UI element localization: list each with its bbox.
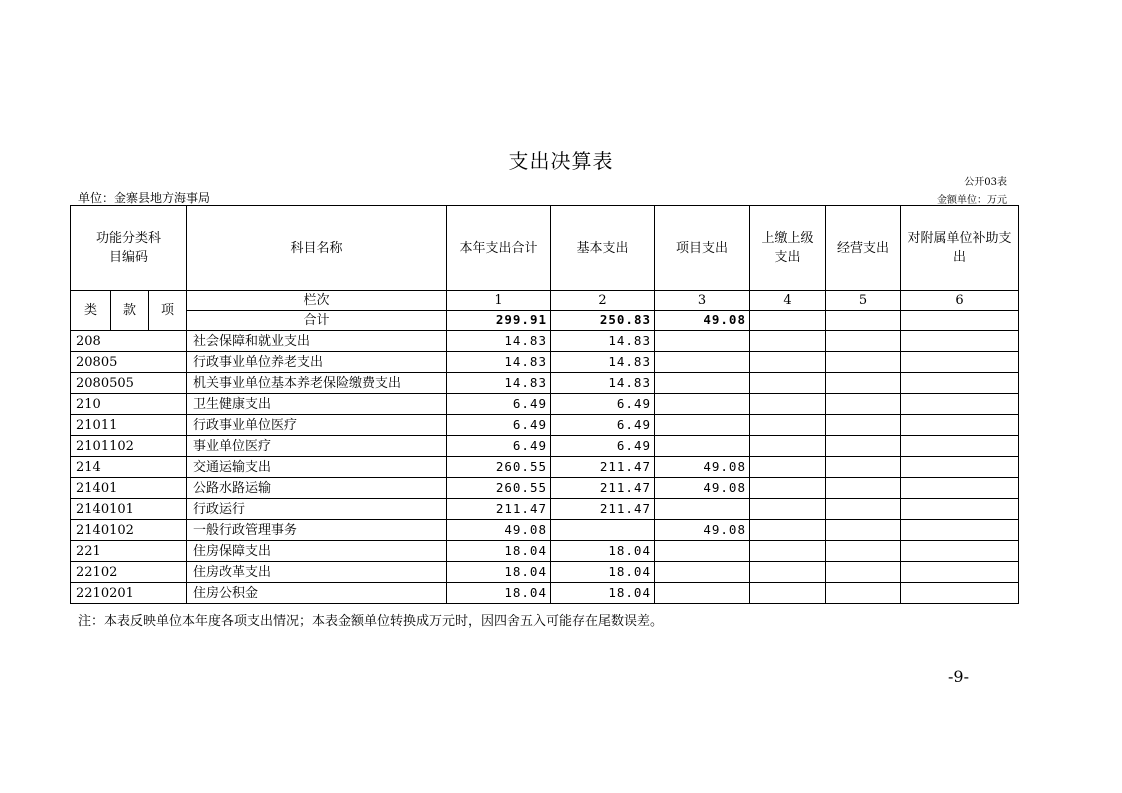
col-basic-header: 基本支出 [551,206,655,291]
row-code: 2140102 [71,520,187,541]
xiang-header: 项 [149,291,187,331]
table-row [71,562,1019,583]
row-subject-name: 一般行政管理事务 [187,520,447,541]
row-subsidy [901,583,1019,604]
col-business-header: 经营支出 [826,206,901,291]
row-business [826,352,901,373]
row-business [826,499,901,520]
row-project [655,331,750,352]
row-business [826,415,901,436]
row-subsidy [901,415,1019,436]
page-number: -9- [948,667,969,686]
row-total: 211.47 [447,499,551,520]
row-total: 260.55 [447,457,551,478]
table-row [71,583,1019,604]
row-code: 2080505 [71,373,187,394]
row-basic: 211.47 [551,478,655,499]
row-code: 21401 [71,478,187,499]
total-subsidy [901,311,1019,331]
row-code: 221 [71,541,187,562]
row-upper [750,415,826,436]
row-total: 14.83 [447,352,551,373]
row-subject-name: 卫生健康支出 [187,394,447,415]
row-business [826,394,901,415]
lei-header: 类 [71,291,111,331]
col-index-1: 1 [447,291,551,311]
table-row [71,331,1019,352]
col-project-header: 项目支出 [655,206,750,291]
row-subsidy [901,457,1019,478]
row-subsidy [901,520,1019,541]
row-upper [750,394,826,415]
row-subject-name: 交通运输支出 [187,457,447,478]
row-subject-name: 公路水路运输 [187,478,447,499]
row-code: 210 [71,394,187,415]
row-project [655,583,750,604]
row-project [655,352,750,373]
table-row [71,499,1019,520]
row-project: 49.08 [655,520,750,541]
row-upper [750,457,826,478]
table-row [71,415,1019,436]
total-label: 合计 [187,311,447,331]
data-rows [71,331,1019,604]
header-row [71,206,1019,291]
reporting-unit: 单位：金寨县地方海事局 [78,191,211,205]
row-upper [750,541,826,562]
row-project [655,394,750,415]
row-code: 21011 [71,415,187,436]
row-basic: 6.49 [551,415,655,436]
table-row [71,520,1019,541]
row-code: 208 [71,331,187,352]
row-code: 214 [71,457,187,478]
row-basic: 211.47 [551,499,655,520]
row-subject-name: 住房公积金 [187,583,447,604]
row-project [655,562,750,583]
col-index-3: 3 [655,291,750,311]
row-upper [750,562,826,583]
table-row [71,457,1019,478]
row-business [826,583,901,604]
col-index-4: 4 [750,291,826,311]
amount-unit: 金额单位：万元 [937,195,1007,206]
row-subject-name: 机关事业单位基本养老保险缴费支出 [187,373,447,394]
row-subject-name: 事业单位医疗 [187,436,447,457]
col-index-6: 6 [901,291,1019,311]
row-upper [750,331,826,352]
table-row [71,352,1019,373]
subject-name-header: 科目名称 [187,206,447,291]
row-total: 18.04 [447,583,551,604]
row-upper [750,520,826,541]
expenditure-table [70,205,1019,604]
total-upper [750,311,826,331]
form-code: 公开03表 [964,177,1007,188]
col-total-header: 本年支出合计 [447,206,551,291]
row-subsidy [901,373,1019,394]
total-business [826,311,901,331]
row-basic: 6.49 [551,436,655,457]
row-code: 2210201 [71,583,187,604]
row-basic: 6.49 [551,394,655,415]
row-subsidy [901,352,1019,373]
row-business [826,520,901,541]
row-subsidy [901,436,1019,457]
total-row [71,311,1019,331]
row-upper [750,352,826,373]
total-project: 49.08 [655,311,750,331]
row-basic: 14.83 [551,331,655,352]
row-project [655,541,750,562]
row-project: 49.08 [655,478,750,499]
row-total: 14.83 [447,331,551,352]
row-subject-name: 行政运行 [187,499,447,520]
row-project [655,499,750,520]
row-business [826,331,901,352]
row-subject-name: 行政事业单位养老支出 [187,352,447,373]
row-total: 6.49 [447,415,551,436]
row-index-label: 栏次 [187,291,447,311]
row-upper [750,499,826,520]
col-subsidy-header: 对附属单位补助支出 [901,206,1019,291]
row-total: 18.04 [447,562,551,583]
row-project [655,415,750,436]
col-upper-header: 上缴上级支出 [750,206,826,291]
row-upper [750,478,826,499]
row-total: 49.08 [447,520,551,541]
col-index-2: 2 [551,291,655,311]
total-basic: 250.83 [551,311,655,331]
total-amount: 299.91 [447,311,551,331]
page-title: 支出决算表 [508,149,614,173]
row-business [826,436,901,457]
row-business [826,562,901,583]
row-code: 2101102 [71,436,187,457]
row-subsidy [901,499,1019,520]
row-basic: 18.04 [551,541,655,562]
row-total: 14.83 [447,373,551,394]
row-upper [750,583,826,604]
row-project [655,436,750,457]
row-upper [750,373,826,394]
row-basic: 211.47 [551,457,655,478]
row-subject-name: 社会保障和就业支出 [187,331,447,352]
row-subject-name: 行政事业单位医疗 [187,415,447,436]
func-code-header: 功能分类科目编码 [71,206,187,291]
row-subsidy [901,562,1019,583]
col-index-5: 5 [826,291,901,311]
row-basic: 14.83 [551,373,655,394]
kuan-header: 款 [111,291,149,331]
table-row [71,436,1019,457]
row-basic [551,520,655,541]
row-total: 260.55 [447,478,551,499]
row-basic: 18.04 [551,562,655,583]
row-subsidy [901,478,1019,499]
row-upper [750,436,826,457]
row-subject-name: 住房保障支出 [187,541,447,562]
table-row [71,394,1019,415]
row-basic: 14.83 [551,352,655,373]
row-total: 18.04 [447,541,551,562]
row-code: 20805 [71,352,187,373]
table-row [71,478,1019,499]
row-project: 49.08 [655,457,750,478]
row-code: 22102 [71,562,187,583]
footnote: 注：本表反映单位本年度各项支出情况；本表金额单位转换成万元时，因四舍五入可能存在尾数误差。 [78,614,664,629]
row-business [826,457,901,478]
row-business [826,541,901,562]
row-subsidy [901,394,1019,415]
index-row [71,291,1019,311]
row-business [826,373,901,394]
row-subsidy [901,541,1019,562]
row-code: 2140101 [71,499,187,520]
table-row [71,541,1019,562]
row-subject-name: 住房改革支出 [187,562,447,583]
row-subsidy [901,331,1019,352]
table-row [71,373,1019,394]
row-total: 6.49 [447,394,551,415]
row-project [655,373,750,394]
row-business [826,478,901,499]
row-basic: 18.04 [551,583,655,604]
row-total: 6.49 [447,436,551,457]
